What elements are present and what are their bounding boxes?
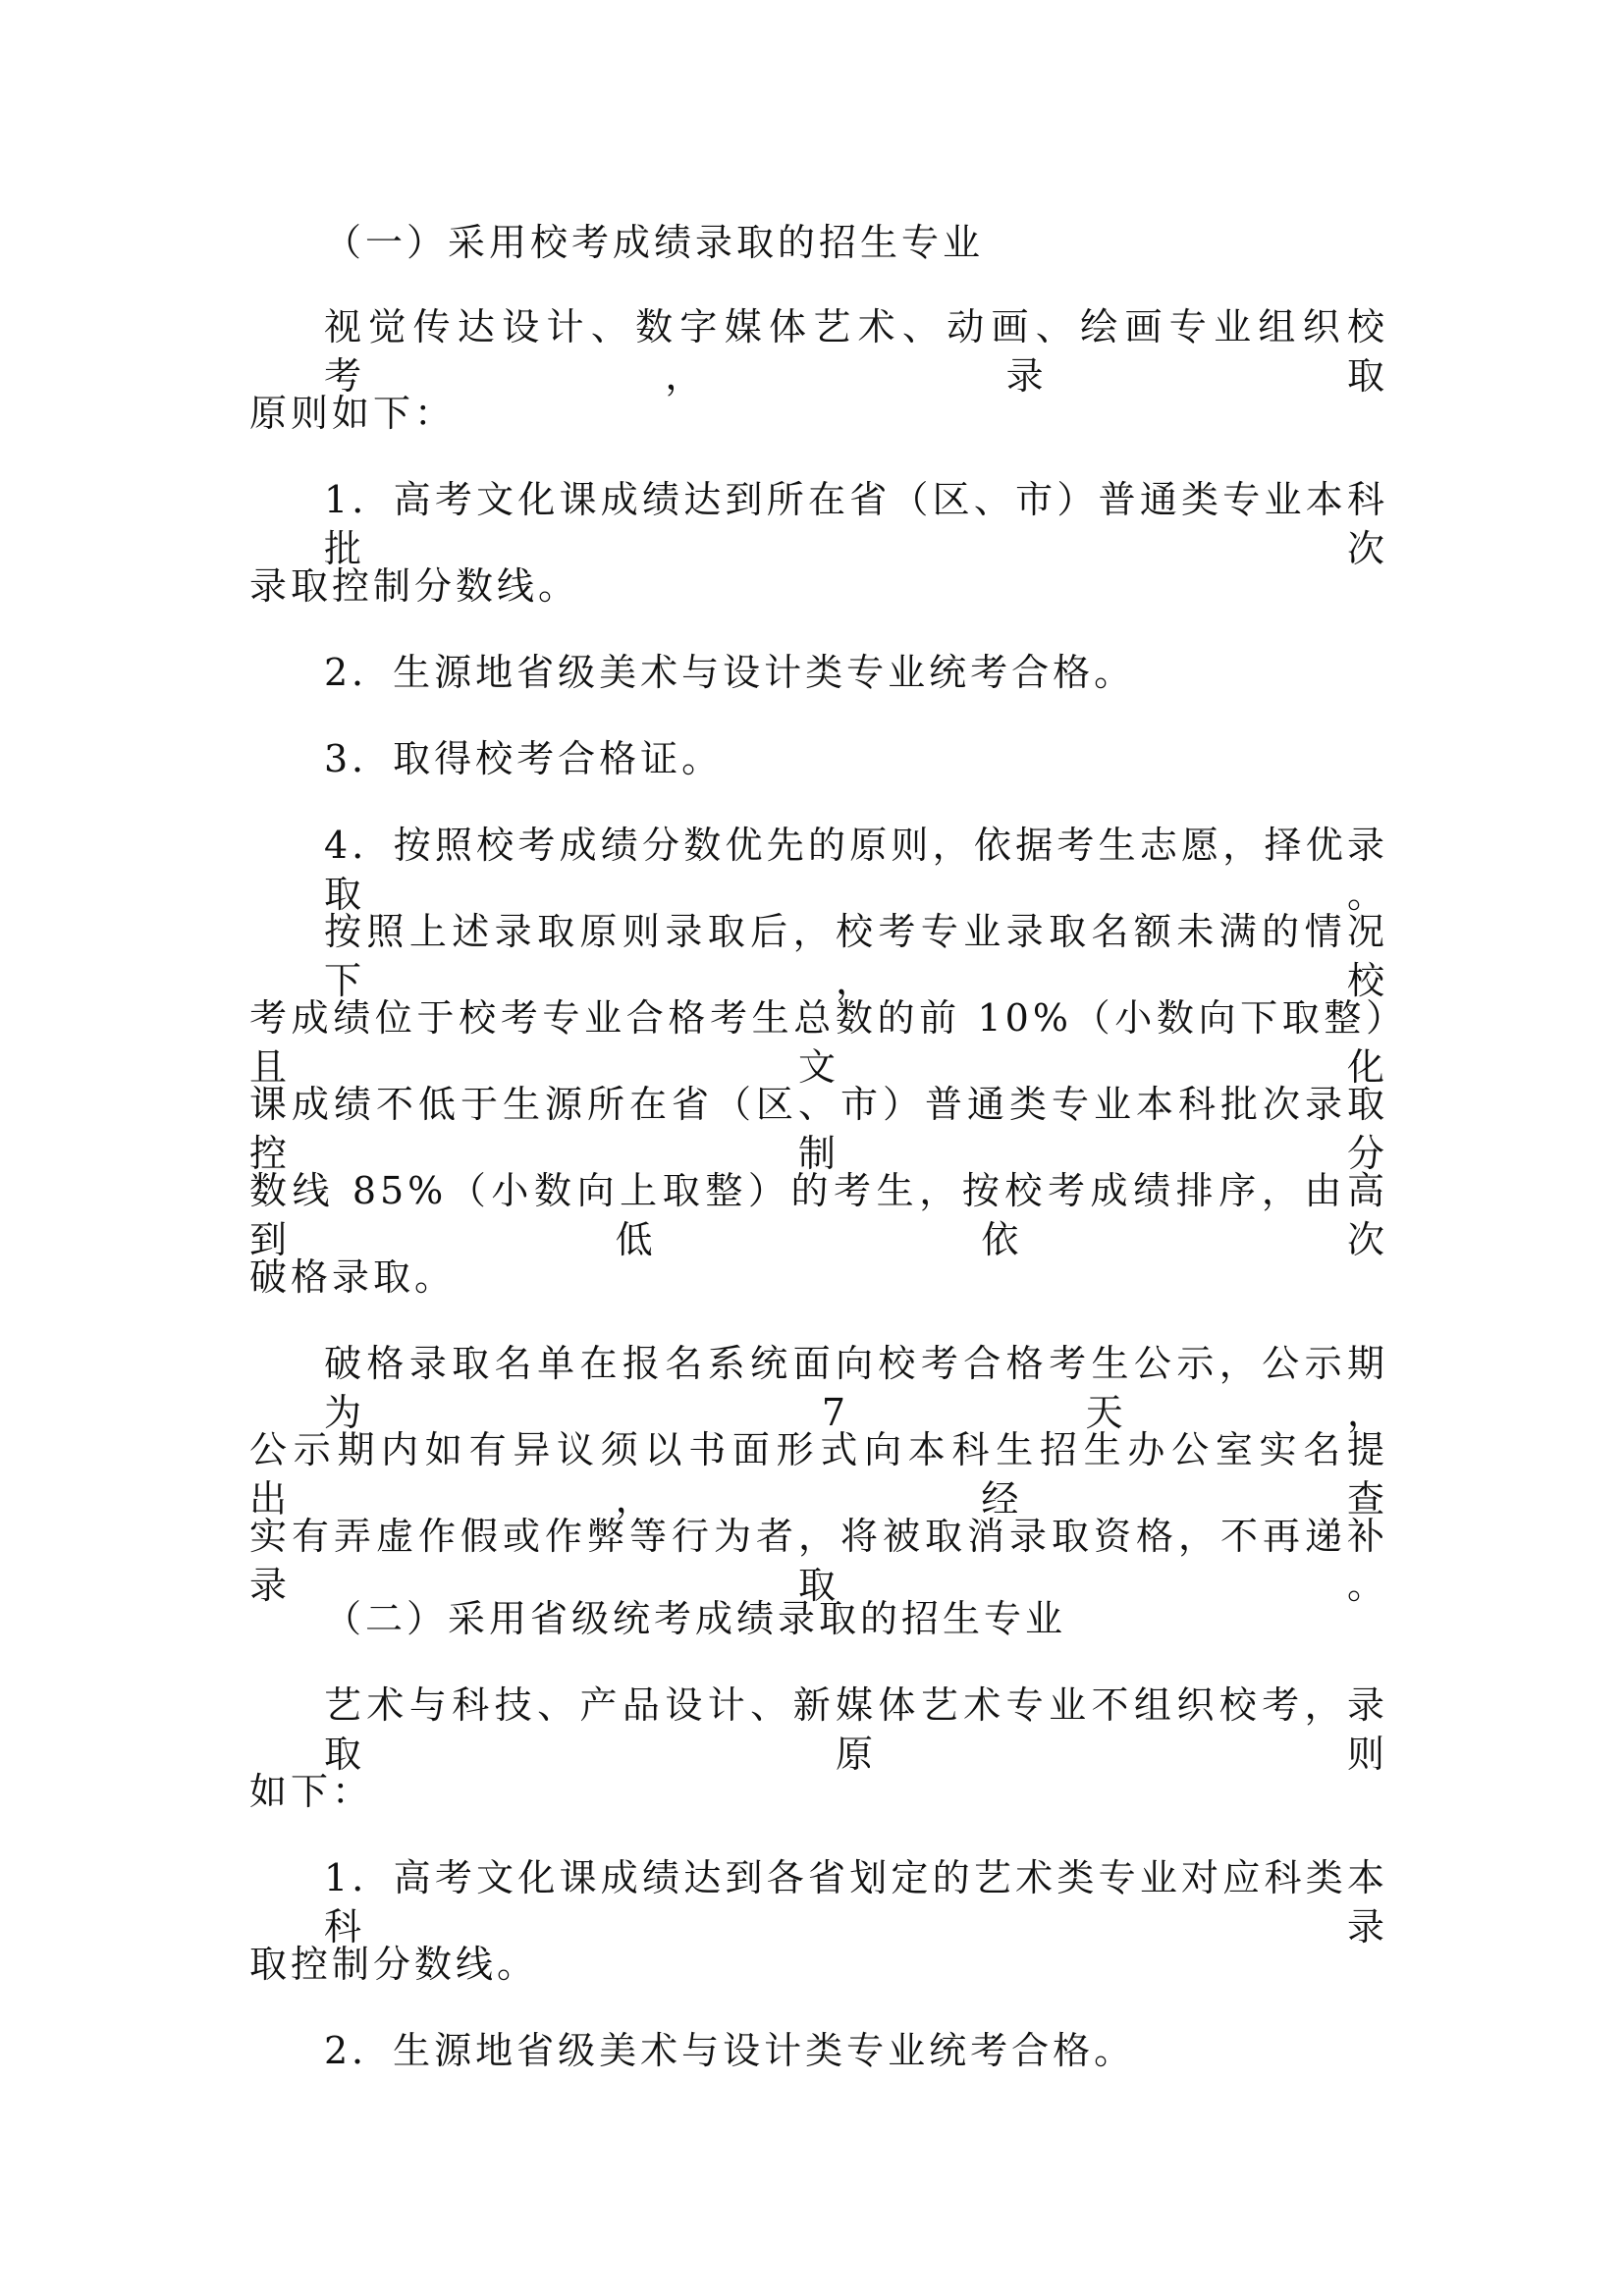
section-1-para1-line-4: 数线 85%（小数向上取整）的考生，按校考成绩排序，由高到低依次 [249,1169,1388,1261]
section-1-item-3: 3．取得校考合格证。 [324,737,724,780]
section-1-item-2: 2．生源地省级美术与设计类专业统考合格。 [324,651,1136,694]
section-1-intro-line-2: 原则如下： [249,392,457,435]
section-1-para2-line-2: 公示期内如有异议须以书面形式向本科生招生办公室实名提出，经查 [249,1428,1388,1521]
section-1-para2-line-3: 实有弄虚作假或作弊等行为者，将被取消录取资格，不再递补录取。 [249,1515,1388,1607]
section-1-para2-line-1: 破格录取名单在报名系统面向校考合格考生公示，公示期为 7 天， [324,1342,1388,1434]
section-1-heading: （一）采用校考成绩录取的招生专业 [324,221,985,264]
section-2-intro-line-2: 如下： [249,1770,374,1813]
section-1-item-1-line-1: 1．高考文化课成绩达到所在省（区、市）普通类专业本科批次 [324,478,1388,570]
section-2-item-1-line-2: 取控制分数线。 [249,1943,539,1986]
section-2-item-1-line-1: 1．高考文化课成绩达到各省划定的艺术类专业对应科类本科录 [324,1856,1388,1949]
section-1-para1-line-3: 课成绩不低于生源所在省（区、市）普通类专业本科批次录取控制分 [249,1083,1388,1175]
section-1-item-1-line-2: 录取控制分数线。 [249,564,580,608]
section-1-item-4: 4．按照校考成绩分数优先的原则，依据考生志愿，择优录取。 [324,824,1388,916]
section-1-para1-line-2: 考成绩位于校考专业合格考生总数的前 10%（小数向下取整）且文化 [249,996,1388,1089]
section-2-heading: （二）采用省级统考成绩录取的招生专业 [324,1597,1067,1640]
section-1-para1-line-1: 按照上述录取原则录取后，校考专业录取名额未满的情况下，校 [324,910,1388,1002]
section-1-intro-line-1: 视觉传达设计、数字媒体艺术、动画、绘画专业组织校考，录取 [324,305,1388,398]
section-2-intro-line-1: 艺术与科技、产品设计、新媒体艺术专业不组织校考，录取原则 [324,1683,1388,1776]
section-1-para1-line-5: 破格录取。 [249,1255,457,1299]
section-2-item-2: 2．生源地省级美术与设计类专业统考合格。 [324,2029,1136,2072]
